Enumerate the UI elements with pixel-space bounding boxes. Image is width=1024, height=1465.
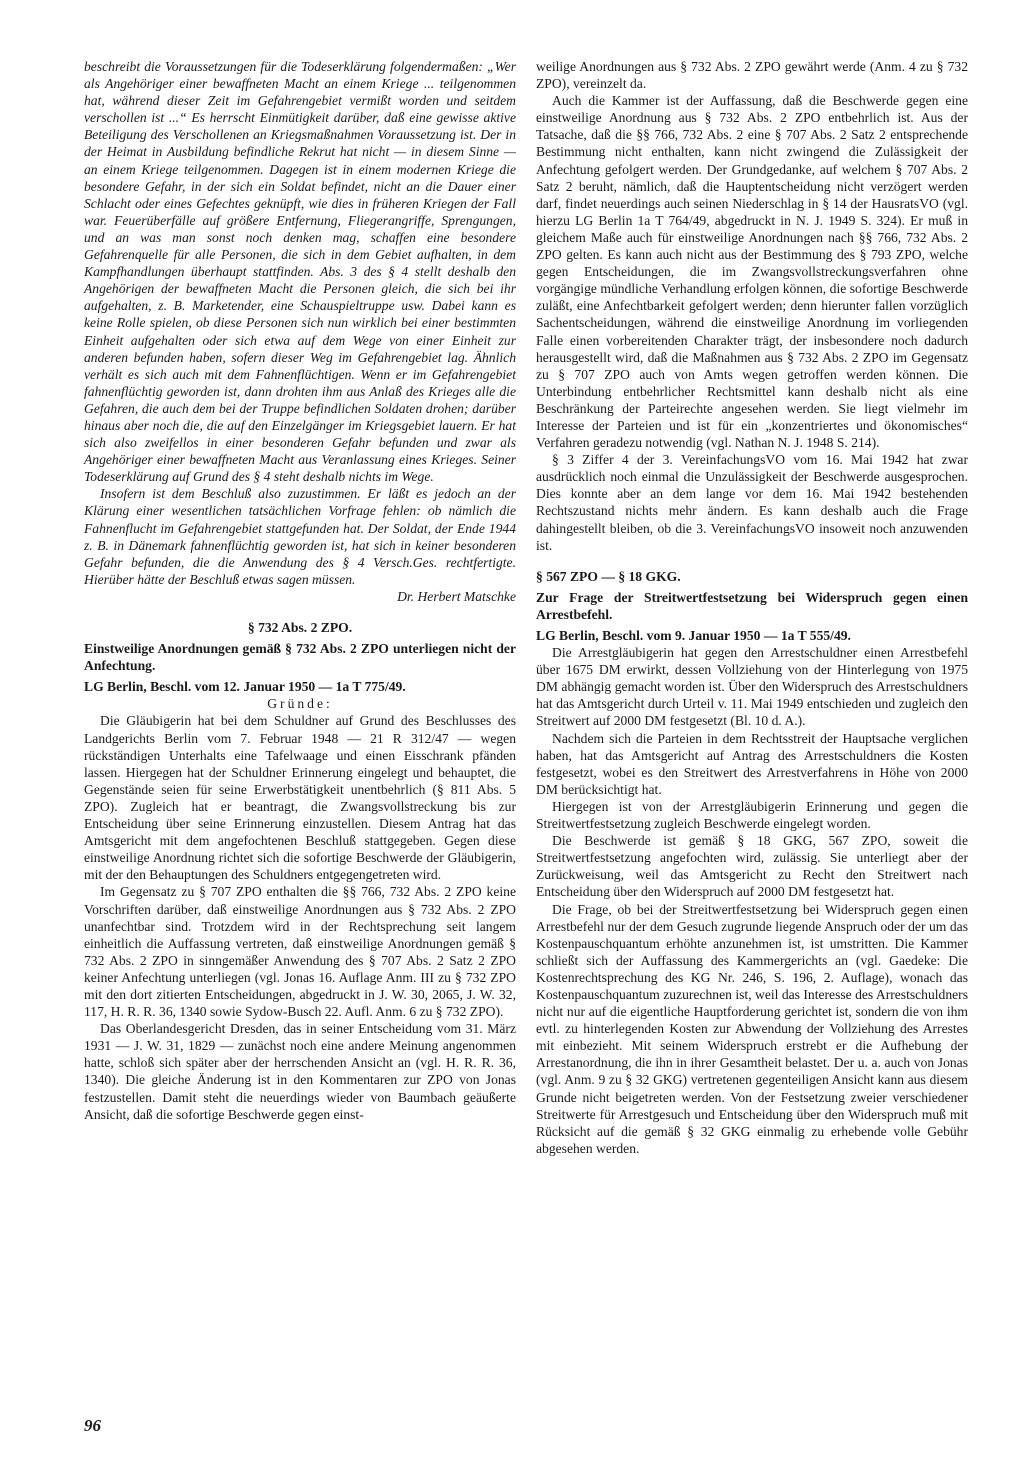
section-title-732: § 732 Abs. 2 ZPO. <box>247 620 353 635</box>
body-paragraph: Hiergegen ist von der Arrestgläubigerin Erinnerung und gegen die Streitwertfestsetzung zugleich Beschwerde eingelegt worden. <box>536 798 968 832</box>
section-title-567: § 567 ZPO — § 18 GKG. <box>536 568 681 584</box>
court-line-567: LG Berlin, Beschl. vom 9. Januar 1950 — 1a T 555/49. <box>536 628 851 643</box>
body-paragraph: Auch die Kammer ist der Auffassung, daß die Beschwerde gegen eine einstweilige Anordnung aus § 732 Abs. 2 ZPO entbehrlich ist. Aus der Tatsache, daß die §§ 766, 732 Abs. 2 eine § 707 Abs. 2 Satz 2 entsprechende Bestimmung nicht enthalten, kann nicht zwingend die Zulässigkeit der Anfechtung gefolgert werden. Der Grundgedanke, auf welchem § 707 Abs. 2 Satz 2 beruht, nämlich, daß die Hauptentscheidung nicht verzögert werden darf, findet neuerdings auch seinen Niederschlag in § 14 der HausratsVO (vgl. hierzu LG Berlin 1a T 764/49, abgedruckt in N. J. 1949 S. 324). Er muß in gleichem Maße auch für einstweilige Anordnungen nach §§ 766, 732 Abs. 2 ZPO gelten. Es kann auch nicht aus der Bestimmung des § 793 ZPO, welche gegen Entscheidungen, die im Zwangsvollstreckungsverfahren ohne vorgängige mündliche Verhandlung erfolgen können, die sofortige Beschwerde zuläßt, eine Anfechtbarkeit gefolgert werden; denn hierunter fallen vorzüglich Sachentscheidungen, während die einstweilige Anordnung im vorliegenden Falle einen vorbereitenden Charakter trägt, der insbesondere noch dadurch herausgestellt wird, daß die Maßnahmen aus § 732 Abs. 2 ZPO im Gegensatz zu § 707 ZPO auch von Amts wegen getroffen werden können. Die Unterbindung entbehrlicher Rechtsmittel kann deshalb nicht als eine Beschränkung der Parteirechte angesehen werden. Sie liegt vielmehr im Interesse der Parteien und ist für ein „konzentriertes und ökonomisches“ Verfahren geradezu notwendig (vgl. Nathan N. J. 1948 S. 214). <box>536 93 968 451</box>
court-line-732: LG Berlin, Beschl. vom 12. Januar 1950 — 1a T 775/49. <box>84 679 406 695</box>
body-paragraph: weilige Anordnungen aus § 732 Abs. 2 ZPO gewährt werde (Anm. 4 zu § 732 ZPO), vereinzelt da. <box>536 59 968 92</box>
page-number: 96 <box>84 1416 101 1435</box>
annotation-quote-paragraph: beschreibt die Voraussetzungen für die Todeserklärung folgendermaßen: „Wer als Angehöriger einer bewaffneten Macht an einem Kriege ... teilgenommen hat, während dieser Zeit im Gefahrengebiet vermißt worden und seitdem verschollen ist ...“ Es herrscht Einmütigkeit darüber, daß eine gewisse aktive Beteiligung des Verschollenen an Kriegsmaßnahmen Voraussetzung ist. Der in der Heimat in Ausbildung befindliche Rekrut hat nicht — in diesem Sinne — an einem Kriege teilgenommen. Dagegen ist in einem modernen Kriege die besondere Gefahr, in der sich ein Soldat befindet, nicht an die Dauer einer Schlacht oder eines Gefechtes geknüpft, wie dies in früheren Kriegen der Fall war. Feuerüberfälle auf größere Entfernung, Fliegerangriffe, Sprengungen, und an was man sonst noch denken mag, schaffen eine besondere Gefahrenquelle für alle Personen, die sich in dem Gebiet aufhalten, in dem Kampfhandlungen überhaupt stattfinden. Abs. 3 des § 4 stellt deshalb den Angehörigen der bewaffneten Macht die Personen gleich, die sich bei ihr aufgehalten, z. B. Marketender, eine Schauspieltruppe usw. Dabei kann es keine Rolle spielen, ob diese Personen sich nun wirklich bei einer bestimmten Einheit aufgehalten oder sich etwa auf dem Wege von einer Einheit zur anderen befunden haben, sofern dieser Weg im Gefahrengebiet lag. Ähnlich verhält es sich auch mit dem Fahnenflüchtigen. Wenn er im Gefahrengebiet fahnenflüchtig geworden ist, dann drohten ihm aus Anlaß des Krieges alle die Gefahren, die auch dem bei der Truppe befindlichen Soldaten drohen; darüber hinaus aber noch die, die auf den Einzelgänger im Kriegsgebiet lauern. Er hat sich also zweifellos in einer besonderen Gefahr befunden und zwar als Angehöriger einer bewaffneten Macht aus Veranlassung eines Krieges. Seiner Todeserklärung auf Grund des § 4 steht deshalb nichts im Wege. <box>84 59 516 485</box>
body-paragraph: § 3 Ziffer 4 der 3. VereinfachungsVO vom 16. Mai 1942 hat zwar ausdrücklich noch einmal die Unzulässigkeit der Beschwerde ausgesprochen. Dies konnte aber an dem lange vor dem 16. Mai 1942 bestehenden Rechtszustand nichts mehr ändern. Es kann deshalb auch die Frage dahingestellt bleiben, ob die 3. VereinfachungsVO insoweit noch anzuwenden ist. <box>536 452 968 553</box>
left-column <box>84 58 516 1123</box>
body-paragraph: Nachdem sich die Parteien in dem Rechtsstreit der Hauptsache verglichen haben, hat das Amtsgericht auf Antrag des Arrestschuldners die Kosten festgesetzt, wobei es den Streitwert des Arrestverfahrens in Höhe von 2000 DM berücksichtigt hat. <box>536 730 968 797</box>
body-paragraph: Das Oberlandesgericht Dresden, das in seiner Entscheidung vom 31. März 1931 — J. W. 31, 1829 — zunächst noch eine andere Meinung angenommen hatte, schloß sich später aber der herrschenden Ansicht an (vgl. H. R. R. 36, 1340). Die gleiche Änderung ist in den Kommentaren zur ZPO von Jonas festzustellen. Damit steht die neuerdings wieder von Baumbach geäußerte Ansicht, daß die sofortige Beschwerde gegen einst- <box>84 1021 516 1122</box>
spacer <box>536 554 968 568</box>
gruende-heading: Gründe: <box>267 696 333 712</box>
spacer <box>84 605 516 619</box>
right-column <box>536 58 968 1157</box>
section-subtitle-567: Zur Frage der Streitwertfestsetzung bei Widerspruch gegen einen Arrestbefehl. <box>536 589 968 622</box>
annotation-comment-paragraph: Insofern ist dem Beschluß also zuzustimmen. Er läßt es jedoch an der Klärung einer wesentlichen tatsächlichen Vorfrage fehlen: ob nämlich die Fahnenflucht im Gefahrengebiet stattgefunden hat. Der Soldat, der Ende 1944 z. B. in Dänemark fahnenflüchtig geworden ist, hat sich in keiner besonderen Gefahr befunden, die die Anwendung des § 4 Versch.Ges. rechtfertigte. Hierüber hätte der Beschluß etwas sagen müssen. <box>84 486 516 587</box>
body-paragraph: Die Beschwerde ist gemäß § 18 GKG, 567 ZPO, soweit die Streitwertfestsetzung angefochten wird, zulässig. Sie unterliegt aber der Zurückweisung, weil das Amtsgericht zu Recht den Streitwert nach Entscheidung über den Widerspruch auf 2000 DM festgesetzt hat. <box>536 833 968 900</box>
body-paragraph: Die Gläubigerin hat bei dem Schuldner auf Grund des Beschlusses des Landgerichts Berlin vom 7. Februar 1948 — 21 R 312/47 — wegen rückständigen Unterhalts eine Tafelwaage und einen Eisschrank pfänden lassen. Hiergegen hat der Schuldner Erinnerung eingelegt und behauptet, die Gegenstände seien für seine Erwerbstätigkeit unentbehrlich (§ 811 Abs. 5 ZPO). Zugleich hat er beantragt, die Zwangsvollstreckung bis zur Entscheidung über seine Erinnerung einzustellen. Diesem Antrag hat das Amtsgericht mit dem angefochtenen Beschluß stattgegeben. Gegen diese einstweilige Anordnung richtet sich die sofortige Beschwerde der Gläubigerin, mit der den Behauptungen des Schuldners entgegengetreten wird. <box>84 713 516 883</box>
body-paragraph: Die Arrestgläubigerin hat gegen den Arrestschuldner einen Arrestbefehl über 1675 DM erwirkt, dessen Vollziehung von der Hinterlegung von 1975 DM abhängig gemacht worden ist. Über den Widerspruch des Arrestschuldners hat das Amtsgericht durch Urteil v. 11. Mai 1949 entschieden und zugleich den Streitwert auf 2000 DM festgesetzt (Bl. 10 d. A.). <box>536 645 968 729</box>
body-paragraph: Im Gegensatz zu § 707 ZPO enthalten die §§ 766, 732 Abs. 2 ZPO keine Vorschriften darüber, daß einstweilige Anordnungen aus § 732 Abs. 2 ZPO unanfechtbar sind. Trotzdem wird in der Rechtsprechung seit langem einheitlich die Auffassung vertreten, daß einstweilige Anordnungen gemäß § 732 Abs. 2 ZPO in sinngemäßer Anwendung des § 707 Abs. 2 Satz 2 ZPO keiner Anfechtung unterliegen (vgl. Jonas 16. Auflage Anm. III zu § 732 ZPO mit den dort zitierten Entscheidungen, abgedruckt in J. W. 30, 2065, J. W. 32, 117, H. R. R. 36, 1340 sowie Sydow-Busch 22. Aufl. Anm. 6 zu § 732 ZPO). <box>84 884 516 1020</box>
section-subtitle-732: Einstweilige Anordnungen gemäß § 732 Abs. 2 ZPO unterliegen nicht der Anfechtung. <box>84 641 516 674</box>
body-paragraph: Die Frage, ob bei der Streitwertfestsetzung bei Widerspruch gegen einen Arrestbefehl nur der dem Gesuch zugrunde liegende Anspruch oder der um das Kostenpauschquantum erhöhte anzunehmen ist, ist umstritten. Die Kammer schließt sich der Auffassung des Kammergerichts an (vgl. Gaedeke: Die Kostenrechtsprechung des KG Nr. 246, S. 196, 2. Auflage), wonach das Kostenpauschquantum zuzurechnen ist, weil das Interesse des Arrestschuldners nicht nur auf die eigentliche Hauptforderung gerichtet ist, sondern die von ihm evtl. zu hinterlegenden Kosten zur Abwendung der Vollziehung des Arrestes mit einbezieht. Mit seinem Widerspruch erstrebt er die Aufhebung der Arrestanordnung, die ihn in ihrer Gesamtheit belastet. Der u. a. auch von Jonas (vgl. Anm. 9 zu § 32 GKG) vertretenen gegenteiligen Ansicht kann aus diesem Grunde nicht beigetreten werden. Von der Festsetzung zweier verschiedener Streitwerte für Arrestgesuch und Entscheidung über den Widerspruch muß mit Rücksicht auf die gemäß § 32 GKG einmalig zu erhebende volle Gebühr abgesehen werden. <box>536 901 968 1156</box>
annotation-author: Dr. Herbert Matschke <box>397 588 516 604</box>
